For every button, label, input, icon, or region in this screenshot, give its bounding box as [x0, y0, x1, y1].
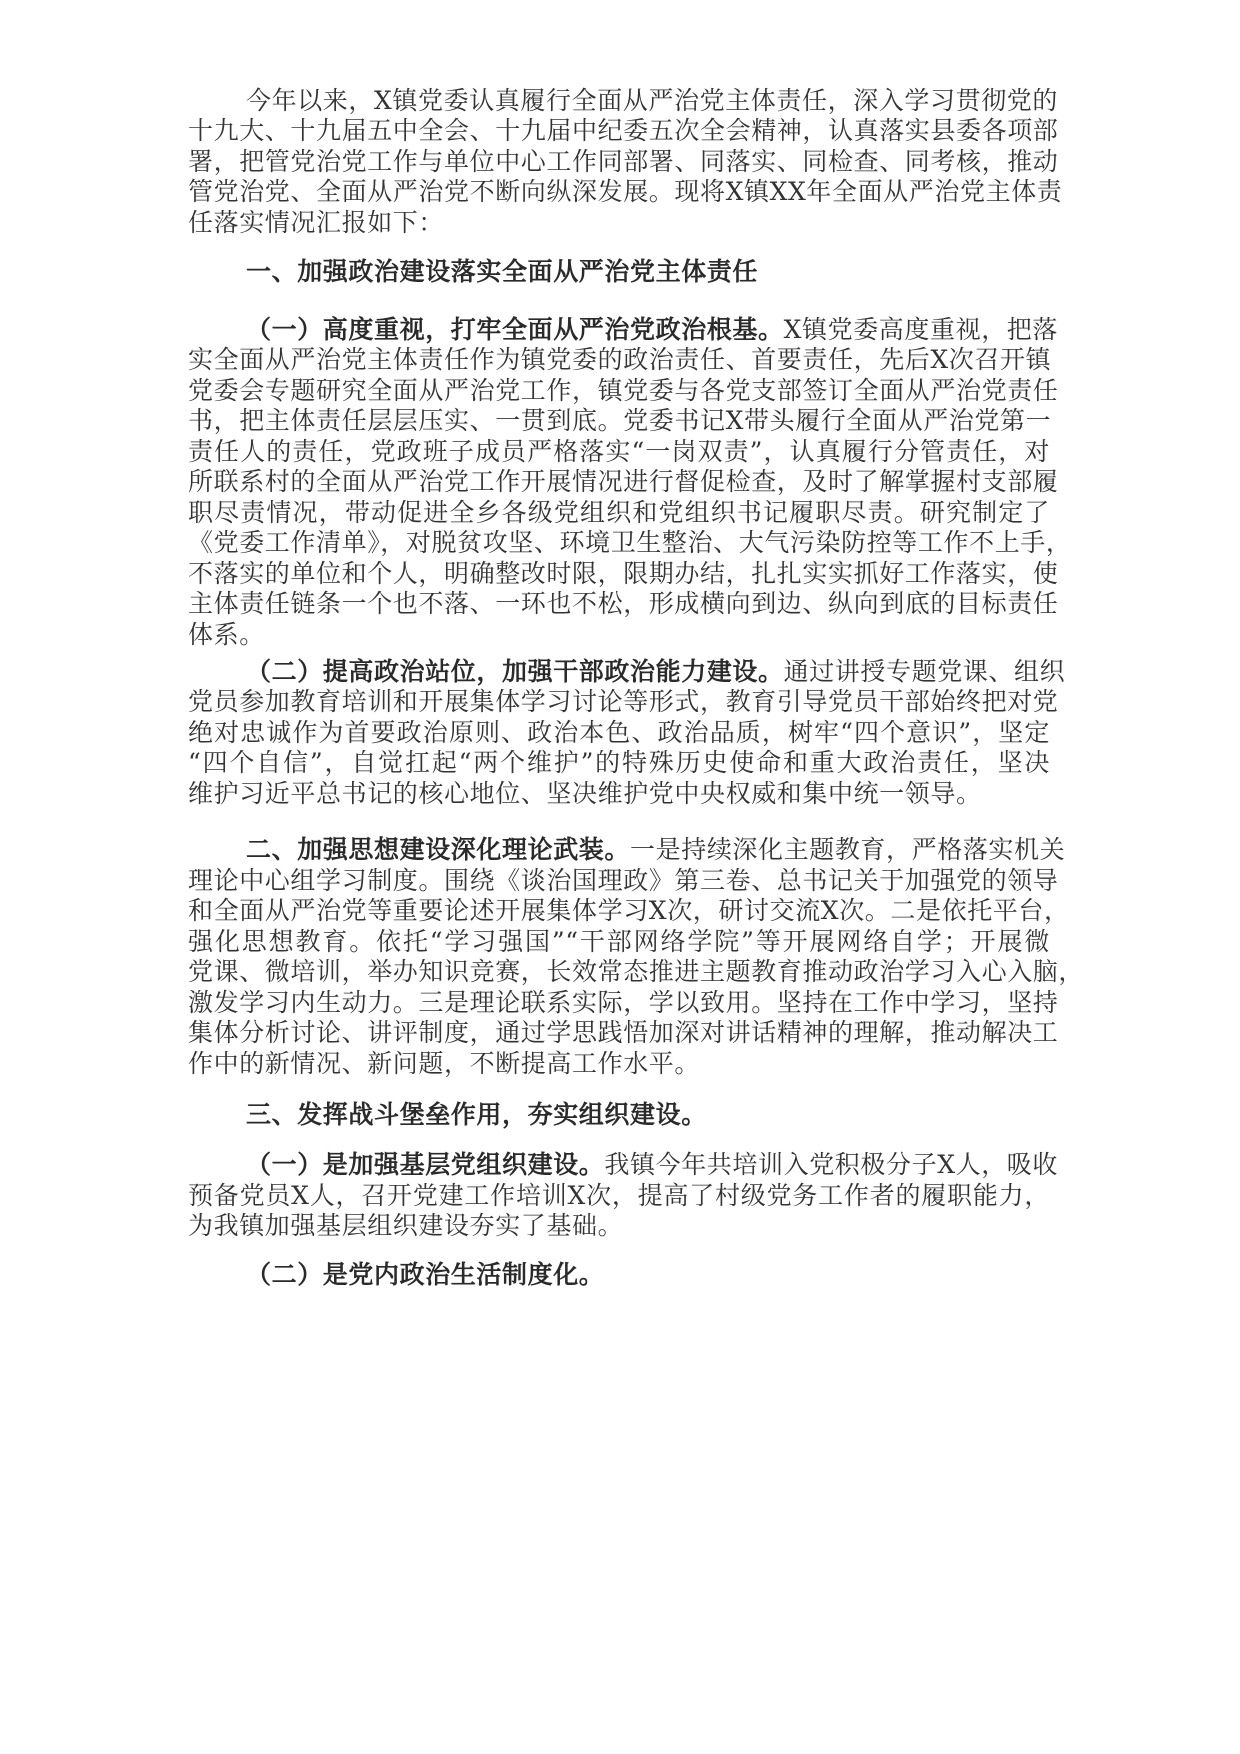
text-line: （二）提高政治站位，加强干部政治能力建设。通过讲授专题党课、组织	[246, 657, 1066, 686]
text-line: 集体分析讨论、讲评制度，通过学思践悟加深对讲话精神的理解，推动解决工	[188, 1018, 1059, 1047]
text-line: 绝对忠诚作为首要政治原则、政治本色、政治品质，树牢“四个意识”，坚定	[188, 718, 1050, 747]
subheading: （一）高度重视，打牢全面从严治党政治根基。	[246, 315, 784, 344]
text-line: 主体责任链条一个也不落、一环也不松，形成横向到边、纵向到底的目标责任	[188, 589, 1059, 618]
text-line: 党委会专题研究全面从严治党工作，镇党委与各党支部签订全面从严治党责任	[188, 376, 1059, 405]
text-line: 二、加强思想建设深化理论武装。一是持续深化主题教育，严格落实机关	[246, 835, 1066, 864]
text-line: 党员参加教育培训和开展集体学习讨论等形式，教育引导党员干部始终把对党	[188, 687, 1059, 716]
text-line: 预备党员X人，召开党建工作培训X次，提高了村级党务工作者的履职能力，	[188, 1181, 1050, 1210]
text-line: 实全面从严治党主体责任作为镇党委的政治责任、首要责任，先后X次召开镇	[188, 345, 1052, 374]
subheading: （二）提高政治站位，加强干部政治能力建设。	[246, 657, 784, 686]
section-heading-1: 一、加强政治建设落实全面从严治党主体责任	[246, 257, 759, 286]
text-line: 作中的新情况、新问题，不断提高工作水平。	[188, 1049, 701, 1078]
text-line: 激发学习内生动力。三是理论联系实际，学以致用。坚持在工作中学习，坚持	[188, 988, 1059, 1017]
text-line: 职尽责情况，带动促进全乡各级党组织和党组织书记履职尽责。研究制定了	[188, 498, 1050, 527]
text-line: 理论中心组学习制度。围绕《谈治国理政》第三卷、总书记关于加强党的领导	[188, 866, 1059, 895]
text-line: 维护习近平总书记的核心地位、坚决维护党中央权威和集中统一领导。	[188, 779, 982, 808]
section-heading-2: 二、加强思想建设深化理论武装。	[246, 835, 631, 864]
text-line: 所联系村的全面从严治党工作开展情况进行督促检查，及时了解掌握村支部履	[188, 467, 1059, 496]
text-line: 责任人的责任，党政班子成员严格落实“一岗双责”，认真履行分管责任，对	[188, 437, 1050, 466]
text-line: 十九大、十九届五中全会、十九届中纪委五次全会精神，认真落实县委各项部	[188, 116, 1059, 145]
text-line: （一）是加强基层党组织建设。我镇今年共培训入党积极分子X人，吸收	[246, 1150, 1059, 1179]
text-line: 署，把管党治党工作与单位中心工作同部署、同落实、同检查、同考核，推动	[188, 147, 1059, 176]
text-line: 书，把主体责任层层压实、一贯到底。党委书记X带头履行全面从严治党第一	[188, 406, 1052, 435]
text-line: 和全面从严治党等重要论述开展集体学习X次，研讨交流X次。二是依托平台，	[188, 896, 1070, 925]
text-line: 任落实情况汇报如下：	[188, 208, 445, 237]
text-line: 党课、微培训，举办知识竞赛，长效常态推进主题教育推动政治学习入心入脑，	[188, 957, 1085, 986]
section-heading-3: 三、发挥战斗堡垒作用，夯实组织建设。	[246, 1100, 707, 1129]
text-line: 为我镇加强基层组织建设夯实了基础。	[188, 1211, 624, 1240]
text-line: 强化思想教育。依托“学习强国”“干部网络学院”等开展网络自学；开展微	[188, 927, 1050, 956]
text-line: “四个自信”，自觉扛起“两个维护”的特殊历史使命和重大政治责任，坚决	[188, 748, 1050, 777]
subheading: （一）是加强基层党组织建设。	[246, 1150, 605, 1179]
text-line: 管党治党、全面从严治党不断向纵深发展。现将X镇XX年全面从严治党主体责	[188, 177, 1063, 206]
text-line: 《党委工作清单》，对脱贫攻坚、环境卫生整治、大气污染防控等工作不上手，	[188, 528, 1072, 557]
text-line: （一）高度重视，打牢全面从严治党政治根基。X镇党委高度重视，把落	[246, 315, 1059, 344]
text-line: 体系。	[188, 620, 265, 649]
subheading: （二）是党内政治生活制度化。	[246, 1260, 605, 1289]
text-line: 不落实的单位和个人，明确整改时限，限期办结，扎扎实实抓好工作落实，使	[188, 559, 1059, 588]
text-line: 今年以来，X镇党委认真履行全面从严治党主体责任，深入学习贯彻党的	[246, 86, 1059, 115]
